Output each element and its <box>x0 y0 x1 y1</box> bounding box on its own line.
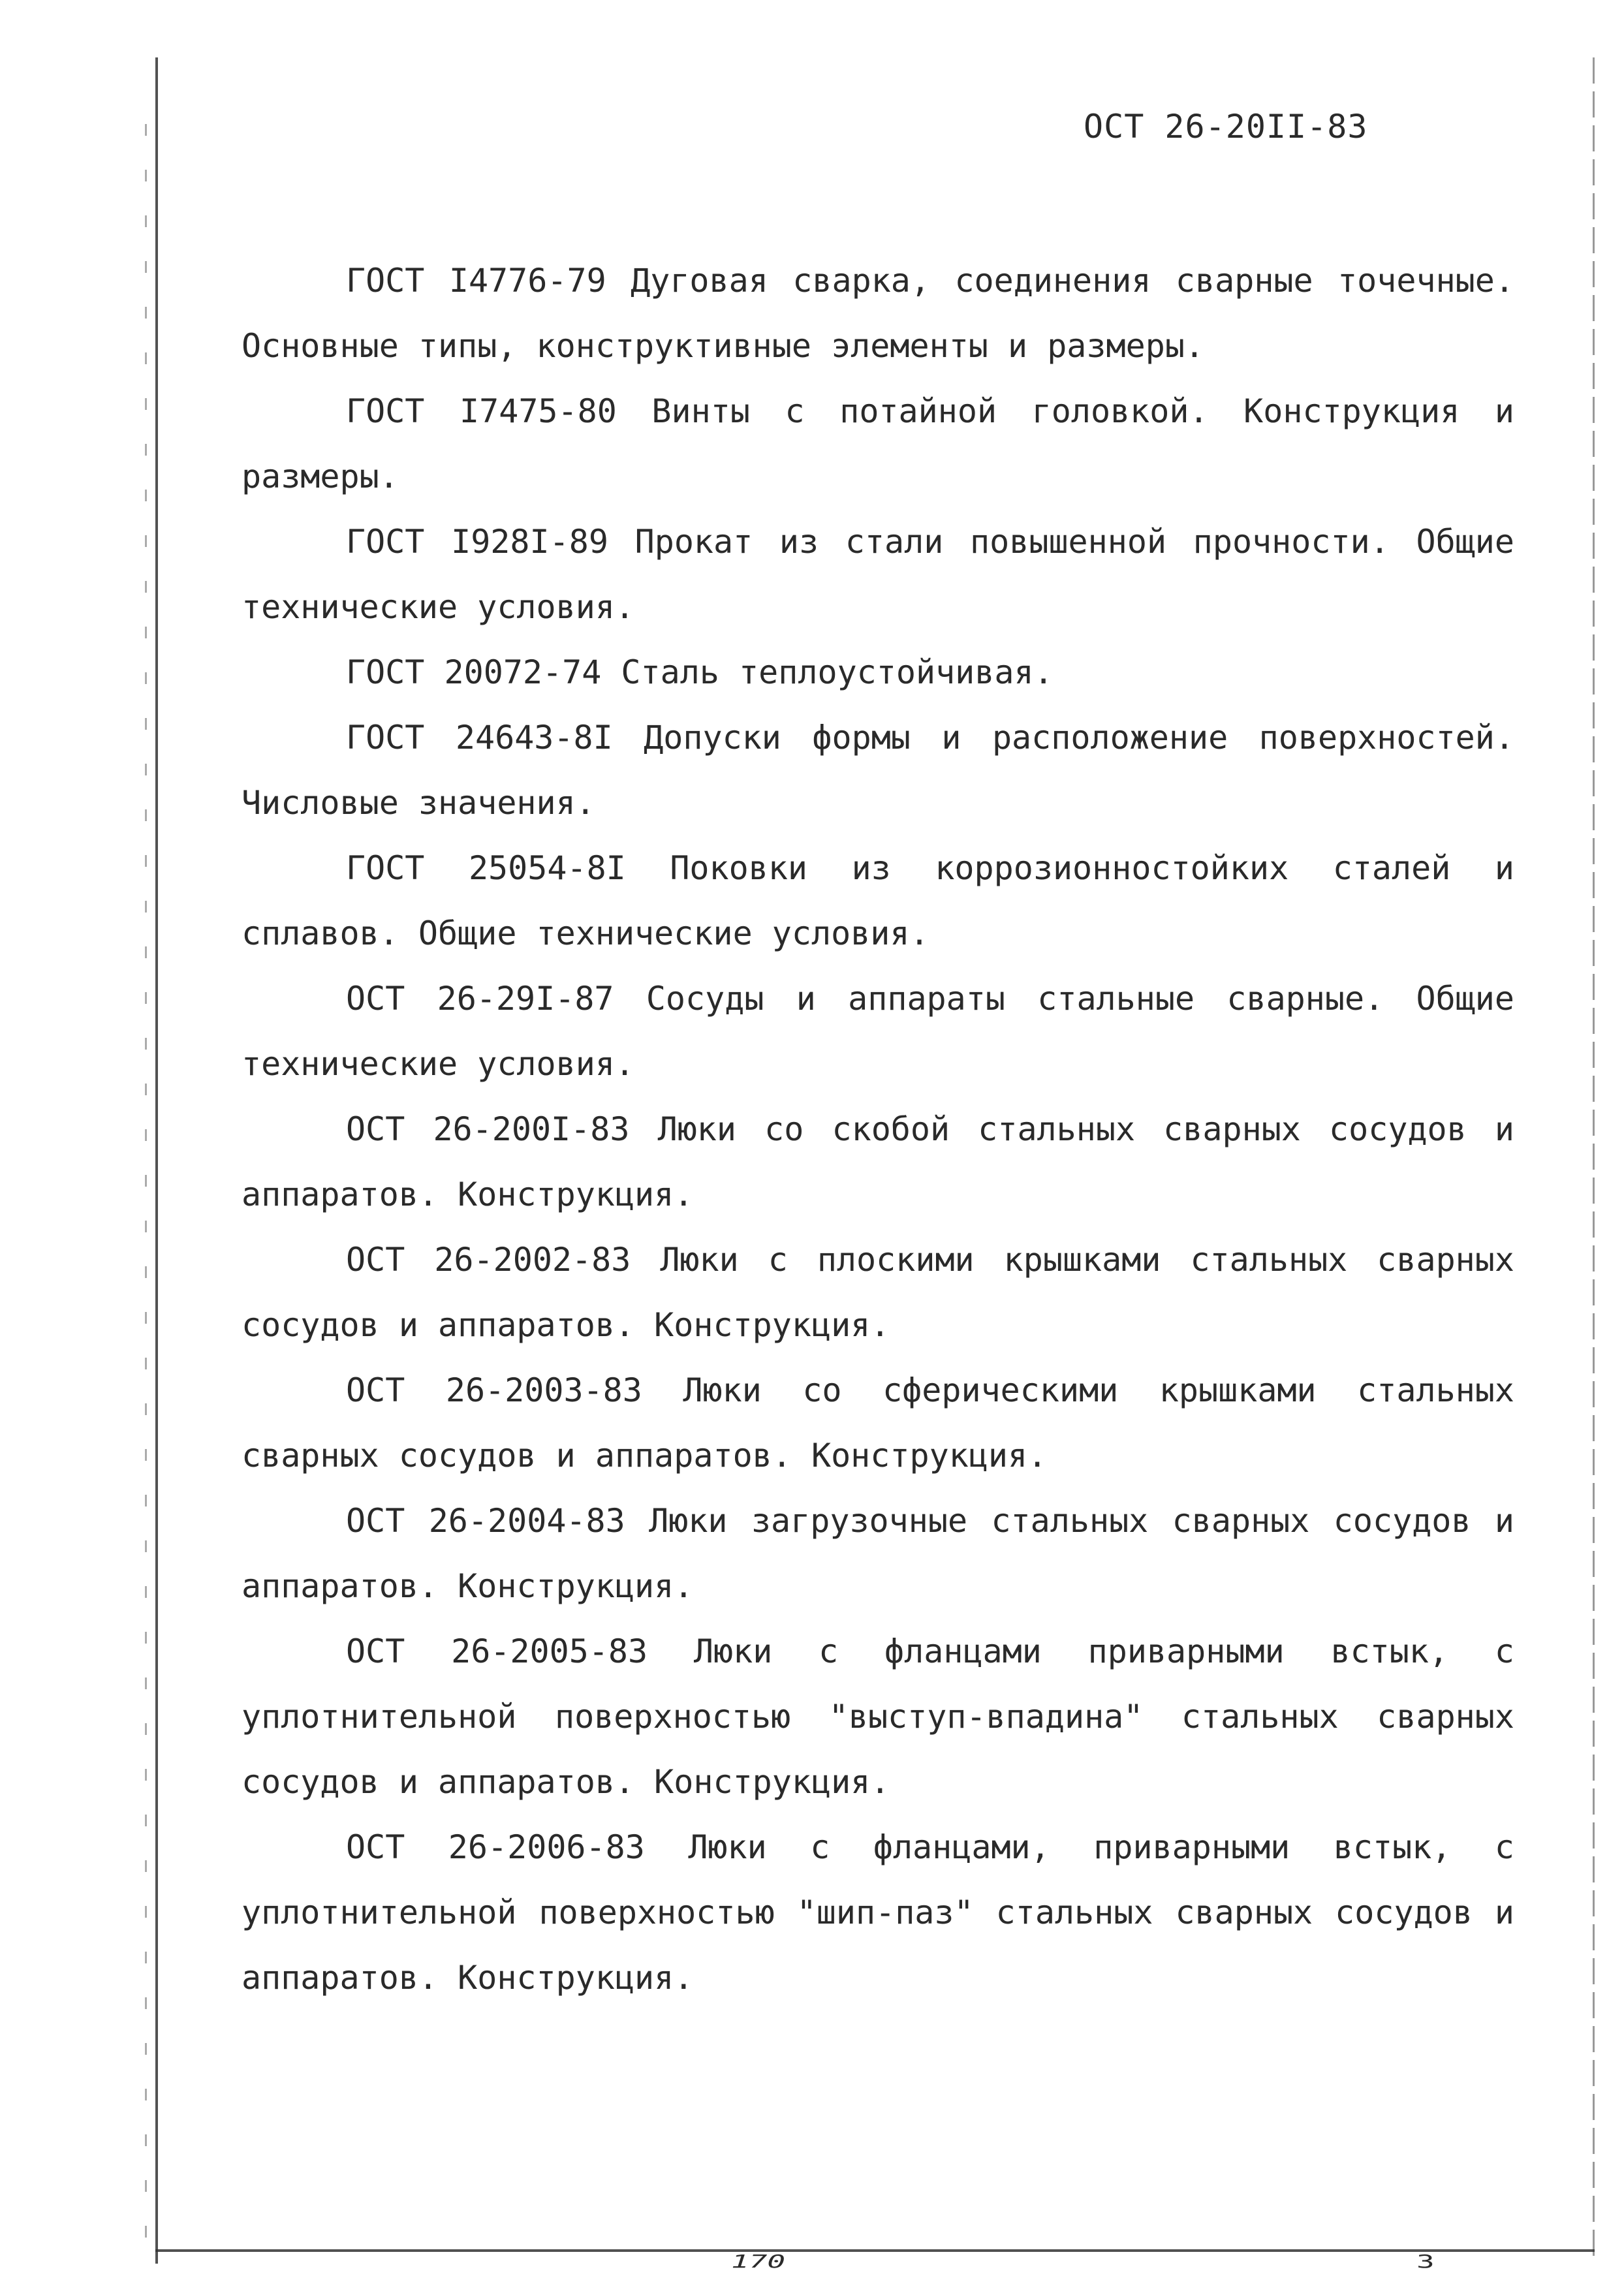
reference-entry: ГОСТ I928I-89 Прокат из стали повышенной прочности. Общие технические условия. <box>242 523 1514 626</box>
reference-entry: ОСТ 26-2006-83 Люки с фланцами, приварными встык, с уплотнительной поверхностью "шип-паз" стальных сварных сосудов и аппаратов. Конструкция. <box>242 1828 1514 1997</box>
page-frame-bottom <box>155 2249 1595 2252</box>
reference-entry: ОСТ 26-200I-83 Люки со скобой стальных сварных сосудов и аппаратов. Конструкция. <box>242 1110 1514 1213</box>
references-list <box>242 248 1514 2010</box>
reference-entry: ГОСТ I7475-80 Винты с потайной головкой. Конструкция и размеры. <box>242 392 1514 495</box>
page-frame-left <box>155 57 158 2264</box>
sheet-mark: 3 <box>1416 2251 1435 2272</box>
reference-entry: ГОСТ 24643-8I Допуски формы и расположение поверхностей. Числовые значения. <box>242 719 1514 822</box>
reference-entry: ГОСТ 25054-8I Поковки из коррозионностойких сталей и сплавов. Общие технические условия. <box>242 849 1514 952</box>
reference-entry: ГОСТ 20072-74 Сталь теплоустойчивая. <box>346 653 1054 691</box>
reference-entry: ГОСТ I4776-79 Дуговая сварка, соединения сварные точечные. Основные типы, конструктивные элементы и размеры. <box>242 262 1514 365</box>
reference-entry: ОСТ 26-2005-83 Люки с фланцами приварными встык, с уплотнительной поверхностью "выступ-впадина" стальных сварных сосудов и аппаратов. Конструкция. <box>242 1632 1514 1801</box>
page-frame-binding-marks <box>145 124 147 2245</box>
reference-entry: ОСТ 26-2003-83 Люки со сферическими крышками стальных сварных сосудов и аппаратов. Конструкция. <box>242 1371 1514 1474</box>
page-number: 170 <box>731 2251 786 2272</box>
reference-entry: ОСТ 26-2004-83 Люки загрузочные стальных сварных сосудов и аппаратов. Конструкция. <box>242 1502 1514 1605</box>
reference-entry: ОСТ 26-29I-87 Сосуды и аппараты стальные сварные. Общие технические условия. <box>242 980 1514 1083</box>
page-frame-right <box>1593 57 1595 2264</box>
document-code-header: ОСТ 26-20II-83 <box>1084 108 1368 146</box>
reference-entry: ОСТ 26-2002-83 Люки с плоскими крышками стальных сварных сосудов и аппаратов. Конструкция. <box>242 1241 1514 1344</box>
